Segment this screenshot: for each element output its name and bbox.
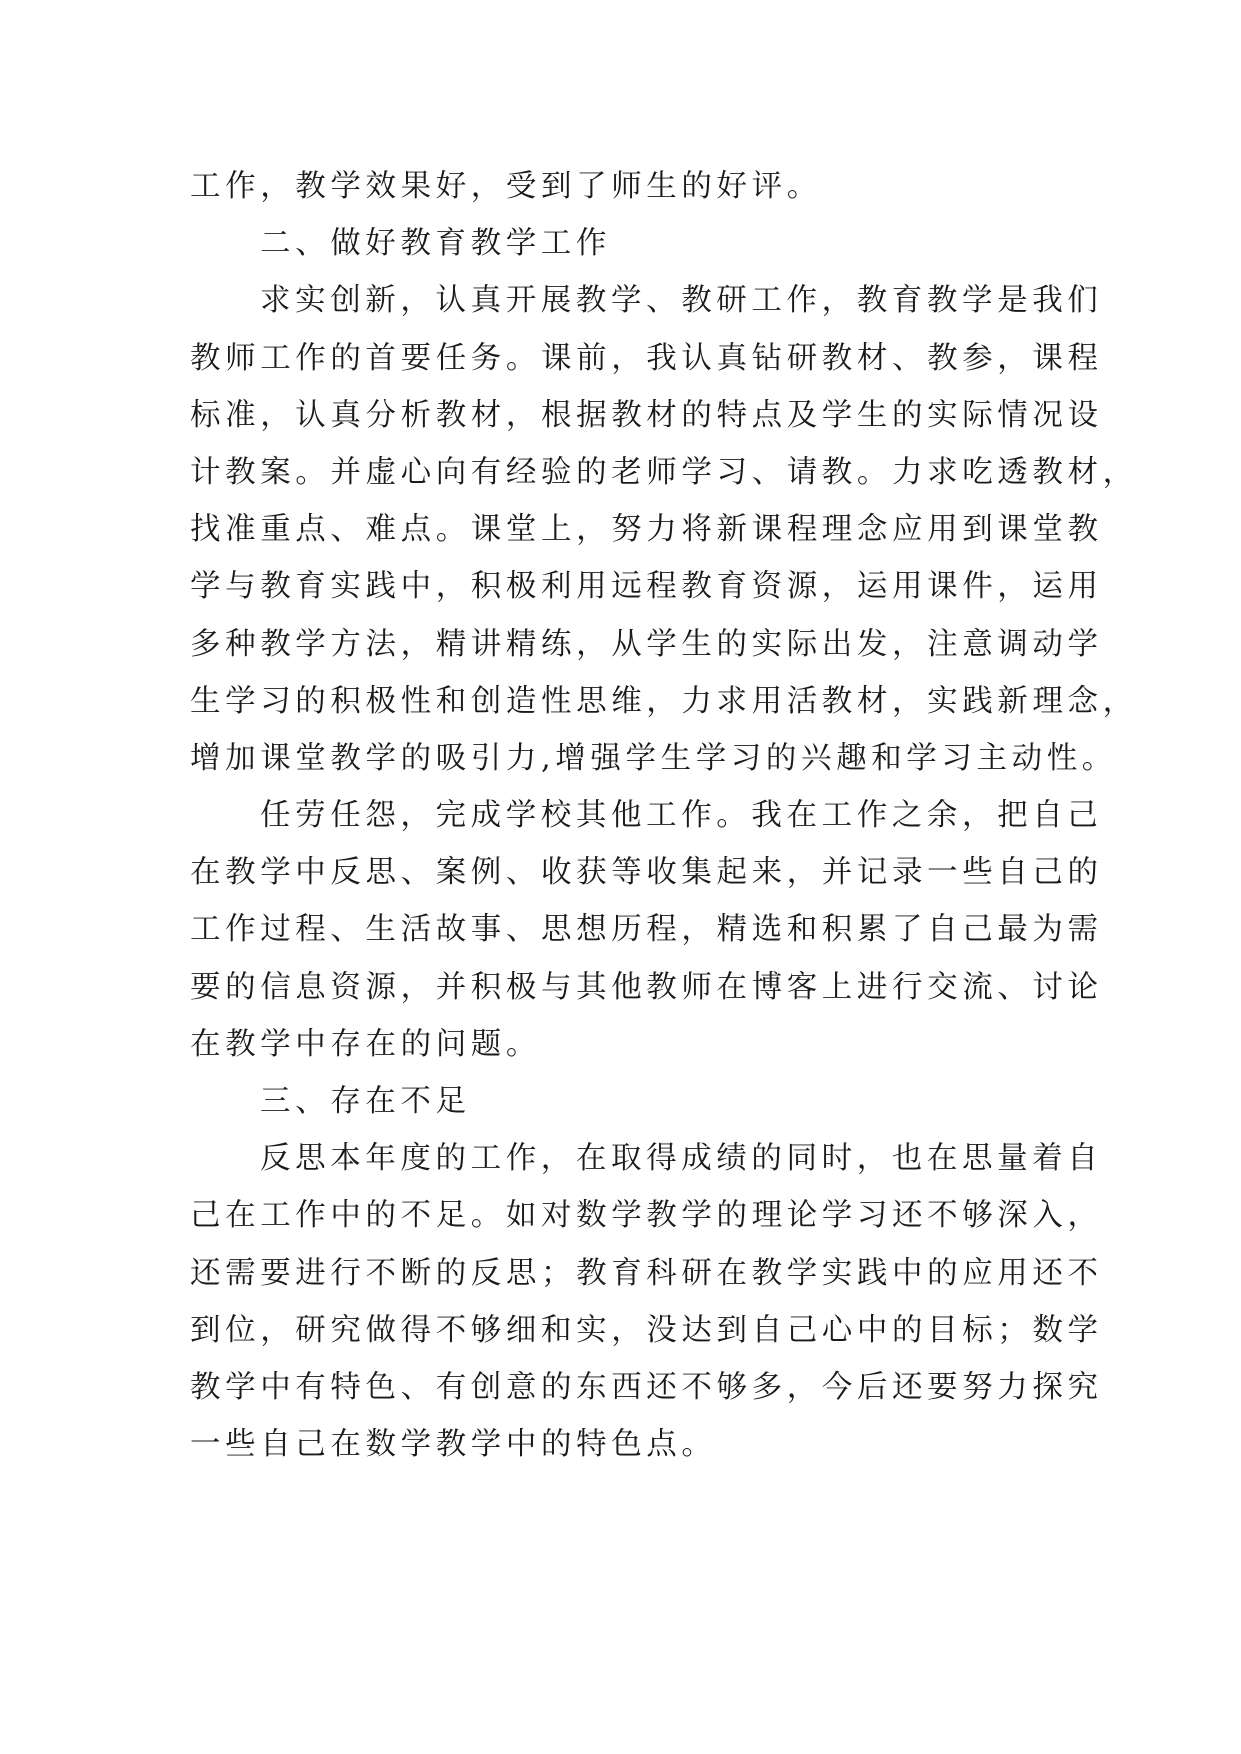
text-line-19: 己在工作中的不足。如对数学教学的理论学习还不够深入， <box>190 1198 1103 1234</box>
text-line-7: 找准重点、难点。课堂上，努力将新课程理念应用到课堂教 <box>190 512 1103 548</box>
text-line-10: 生学习的积极性和创造性思维，力求用活教材，实践新理念， <box>190 683 1138 719</box>
text-line-14: 工作过程、生活故事、思想历程，精选和积累了自己最为需 <box>190 912 1103 948</box>
section-heading-2: 二、做好教育教学工作 <box>260 226 611 262</box>
text-line-16: 在教学中存在的问题。 <box>190 1026 541 1062</box>
text-line-21: 到位，研究做得不够细和实，没达到自己心中的目标；数学 <box>190 1312 1103 1348</box>
section-heading-3: 三、存在不足 <box>260 1084 471 1119</box>
text-line-20: 还需要进行不断的反思；教育科研在教学实践中的应用还不 <box>190 1255 1103 1291</box>
text-line-9: 多种教学方法，精讲精练，从学生的实际出发，注意调动学 <box>190 626 1103 662</box>
text-line-13: 在教学中反思、案例、收获等收集起来，并记录一些自己的 <box>190 855 1103 891</box>
text-line-5: 标准，认真分析教材，根据教材的特点及学生的实际情况设 <box>190 397 1103 433</box>
text-line-22: 教学中有特色、有创意的东西还不够多，今后还要努力探究 <box>190 1369 1103 1405</box>
text-line-4: 教师工作的首要任务。课前，我认真钻研教材、教参，课程 <box>190 340 1103 376</box>
document-body <box>190 158 1138 1473</box>
text-line-15: 要的信息资源，并积极与其他教师在博客上进行交流、讨论 <box>190 969 1103 1005</box>
text-line-23: 一些自己在数学教学中的特色点。 <box>190 1427 717 1463</box>
text-line-1: 工作，教学效果好，受到了师生的好评。 <box>190 169 822 204</box>
text-line-6: 计教案。并虚心向有经验的老师学习、请教。力求吃透教材， <box>190 454 1138 490</box>
text-line-18: 反思本年度的工作，在取得成绩的同时，也在思量着自 <box>260 1141 1103 1177</box>
text-line-11: 增加课堂教学的吸引力,增强学生学习的兴趣和学习主动性。 <box>190 740 1117 776</box>
text-line-8: 学与教育实践中，积极利用远程教育资源，运用课件，运用 <box>190 569 1103 605</box>
text-line-3: 求实创新，认真开展教学、教研工作，教育教学是我们 <box>260 283 1103 319</box>
text-line-12: 任劳任怨，完成学校其他工作。我在工作之余，把自己 <box>260 798 1103 834</box>
